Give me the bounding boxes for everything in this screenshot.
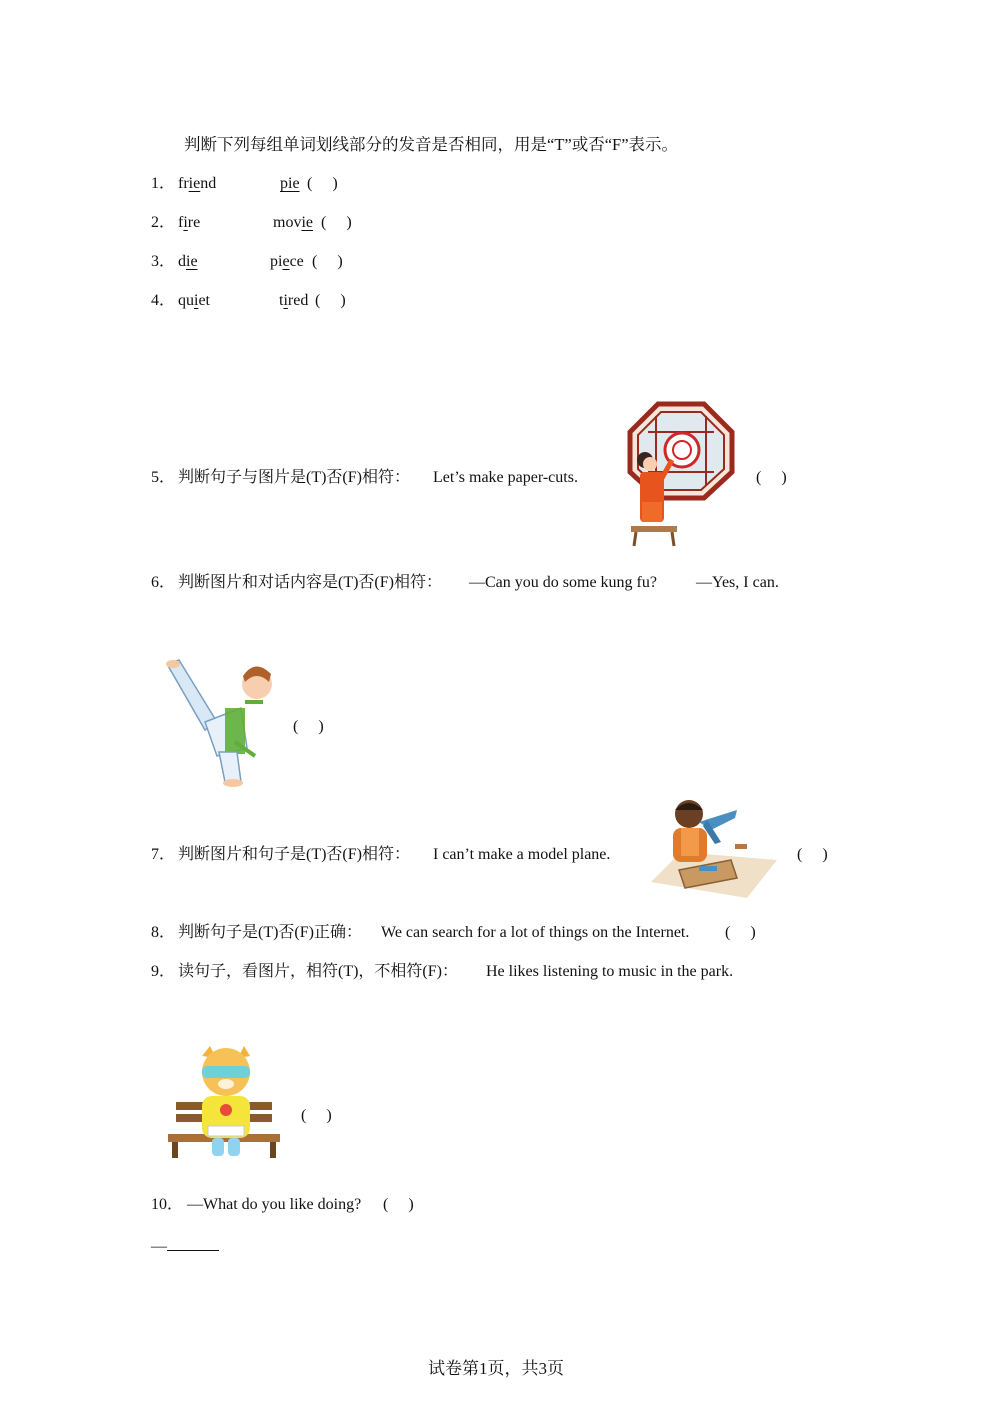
question-number: 7．: [151, 846, 176, 863]
question-number: 3．: [151, 253, 176, 270]
question-prompt: 判断图片和句子是(T)否(F)相符：: [178, 846, 410, 863]
question-sentence: Let’s make paper-cuts.: [433, 469, 578, 486]
girl-paper-cut-window-icon: [628, 402, 734, 548]
word-one: quiet: [178, 292, 210, 309]
answer-parens[interactable]: ( ): [797, 846, 828, 863]
answer-parens[interactable]: ( ): [307, 175, 338, 192]
answer-parens[interactable]: ( ): [321, 214, 352, 231]
question-sentence: He likes listening to music in the park.: [486, 963, 734, 980]
answer-parens[interactable]: ( ): [301, 1107, 332, 1124]
question-prompt: 判断句子是(T)否(F)正确：: [178, 924, 362, 941]
question-number: 4．: [151, 292, 176, 309]
question-number: 10．: [151, 1196, 184, 1213]
question-prompt: 判断图片和对话内容是(T)否(F)相符：: [178, 574, 442, 591]
question-number: 6．: [151, 574, 176, 591]
answer-parens[interactable]: ( ): [293, 718, 324, 735]
word-one: die: [178, 253, 198, 270]
answer-parens[interactable]: ( ): [383, 1196, 414, 1213]
question-number: 2．: [151, 214, 176, 231]
answer-dash: —: [151, 1238, 167, 1255]
question-number: 5．: [151, 469, 176, 486]
question-number: 9．: [151, 963, 176, 980]
question-prompt: 读句子，看图片，相符(T)，不相符(F)：: [178, 963, 458, 980]
word-two: movie: [273, 214, 313, 231]
dialogue-line-2: —Yes, I can.: [696, 574, 779, 591]
answer-parens[interactable]: ( ): [312, 253, 343, 270]
question-text: —What do you like doing?: [187, 1196, 362, 1213]
answer-parens[interactable]: ( ): [756, 469, 787, 486]
word-one: fire: [178, 214, 201, 231]
answer-parens[interactable]: ( ): [725, 924, 756, 941]
word-two: pie: [280, 175, 300, 192]
question-sentence: I can’t make a model plane.: [433, 846, 611, 863]
question-number: 8．: [151, 924, 176, 941]
question-prompt: 判断句子与图片是(T)否(F)相符：: [178, 469, 410, 486]
question-sentence: We can search for a lot of things on the Internet.: [381, 924, 690, 941]
answer-parens[interactable]: ( ): [315, 292, 346, 309]
dog-on-bench-icon: [166, 1046, 282, 1162]
answer-line[interactable]: [151, 1236, 219, 1255]
dialogue-line-1: —Can you do some kung fu?: [469, 574, 657, 591]
boy-kung-fu-kick-icon: [165, 656, 277, 788]
boy-model-plane-icon: [651, 798, 779, 902]
word-two: piece: [270, 253, 304, 270]
word-two: tired: [279, 292, 309, 309]
answer-blank[interactable]: [167, 1236, 219, 1251]
instruction-text: 判断下列每组单词划线部分的发音是否相同，用是“T”或否“F”表示。: [184, 135, 679, 154]
word-one: friend: [178, 175, 217, 192]
page-footer: 试卷第1页，共3页: [428, 1359, 564, 1378]
question-number: 1．: [151, 175, 176, 192]
